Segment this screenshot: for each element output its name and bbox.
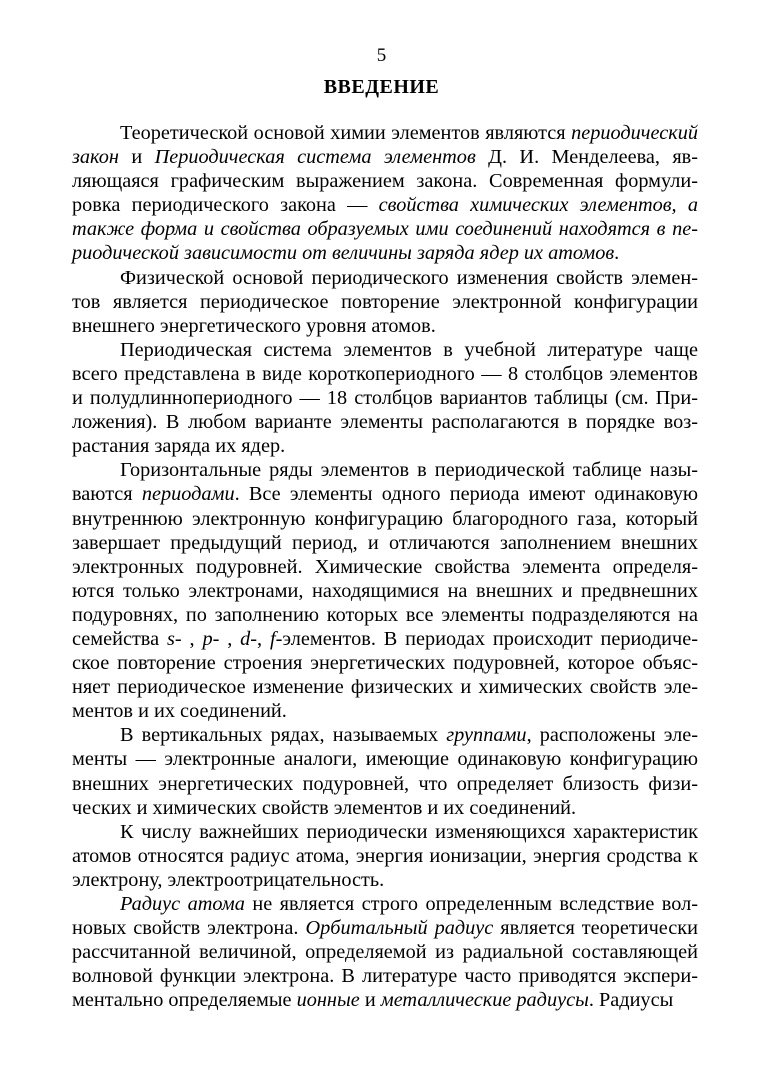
- paragraph: [72, 892, 698, 1012]
- italic-term: s: [166, 627, 175, 650]
- text-run: - ,: [212, 627, 241, 650]
- text-run: В вертикальных рядах, называемых: [120, 724, 447, 747]
- text-run: является теоретически рассчитанной величиной, определяемой из радиальной составляющей волновой функции электрона. В литературе часто приводятся экспериментально определяемые: [72, 917, 699, 1012]
- text-run: Теоретической основой химии элементов являются: [120, 122, 572, 144]
- italic-term: периодами: [141, 483, 235, 506]
- italic-term: группами: [446, 724, 527, 747]
- page-title: ВВЕДЕНИЕ: [323, 76, 440, 98]
- text-run: Периодическая система элементов в учебной литературе чаще всего представлена в виде короткопериодного — 8 столбцов элементов и полудлиннопериодного — 18 столбцов вариантов таблицы (см. Приложения). В любом варианте элементы располагаются в порядке возрастания заряда их ядер.: [72, 338, 698, 458]
- paragraph: [72, 121, 698, 266]
- paragraph: [72, 820, 698, 892]
- text-run: Горизонтальные ряды элементов в периодической таблице называются: [72, 459, 698, 506]
- text-run: - ,: [174, 627, 203, 650]
- italic-term: Периодическая система элементов: [154, 146, 476, 169]
- text-run: .: [614, 242, 620, 265]
- italic-term: Орбитальный радиус: [305, 917, 494, 940]
- body-text: [72, 121, 698, 1012]
- text-run: . Радиусы: [588, 989, 674, 1012]
- italic-term: Радиус атома: [120, 893, 245, 915]
- italic-term: металлические радиусы: [380, 989, 589, 1012]
- text-run: К числу важнейших периодически изменяющихся характеристик атомов относятся радиус атома, энергия ионизации, энергия сродства к электрону, электроотрицательность.: [72, 820, 698, 891]
- text-run: Физической основой периодического изменения свойств элементов является периодическое повторение электронной конфигурации внешнего энергетического уровня атомов.: [72, 266, 698, 337]
- italic-term: периодический закон: [72, 122, 698, 169]
- paragraph: [72, 266, 698, 338]
- italic-term: свойства химических элементов, а также форма и свойства образуемых ими соединений находятся в периодической зависимости от величины заряда ядер их атомов: [72, 194, 699, 265]
- text-run: -элементов. В периодах происходит периодическое повторение строения энергетических подуровней, которое объясняет периодическое изменение физических и химических свойств элементов и их соединений.: [72, 627, 699, 723]
- text-run: -,: [250, 627, 270, 650]
- page-number: 5: [376, 45, 387, 66]
- italic-term: ионные: [296, 989, 360, 1012]
- text-run: не является строго определенным вследствие волновых свойств электрона.: [72, 893, 698, 940]
- text-run: Д. И. Менделеева, являющаяся графическим выражением закона. Современная формулировка периодического закона —: [72, 146, 698, 217]
- paragraph: [72, 458, 698, 723]
- text-run: , расположены элементы — электронные аналоги, имеющие одинаковую конфигурацию внешних энергетических подуровней, что определяет близость физических и химических свойств элементов и их соединений.: [72, 724, 698, 819]
- italic-term: p: [202, 627, 213, 650]
- italic-term: f: [270, 627, 276, 650]
- text-run: . Все элементы одного периода имеют одинаковую внутреннюю электронную конфигурацию благородного газа, который завершает предыдущий период, и отличаются заполнением внешних электронных подуровней. Химические свойства элемента определяются только электронами, находящимися на внешних и предвнешних подуровнях, по заполнению которых все элементы подразделяются на семейства: [72, 483, 698, 650]
- paragraph: [72, 338, 698, 458]
- text-run: и: [359, 989, 381, 1012]
- text-run: и: [118, 146, 155, 169]
- italic-term: d: [240, 627, 251, 650]
- paragraph: [72, 723, 698, 819]
